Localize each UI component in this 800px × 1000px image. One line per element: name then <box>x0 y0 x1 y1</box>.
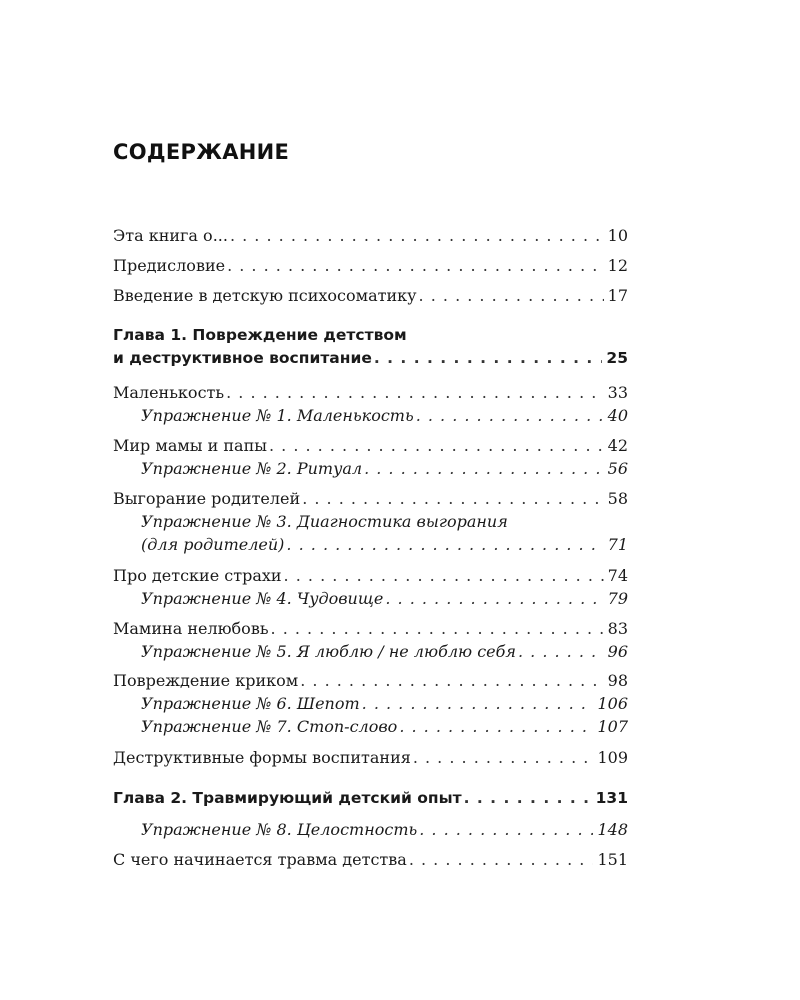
leader-dots <box>414 404 604 427</box>
leader-dots <box>417 818 593 841</box>
leader-dots <box>362 457 604 480</box>
leader-dots <box>383 587 603 610</box>
toc-exercise-entry[interactable] <box>141 692 628 715</box>
toc-entry-label: Мамина нелюбовь <box>113 619 269 638</box>
toc-entry-page: 79 <box>607 589 628 608</box>
toc-entry-page: 40 <box>607 406 628 425</box>
leader-dots <box>300 487 603 510</box>
toc-entry-label: Маленькость <box>113 383 225 402</box>
toc-entry-page: 96 <box>607 642 628 661</box>
toc-entry-label: Эта книга о... <box>113 226 228 245</box>
toc-entry[interactable] <box>113 746 628 769</box>
toc-entry-page: 17 <box>607 286 628 305</box>
toc-exercise-entry[interactable] <box>141 640 628 663</box>
toc-entry-label: и деструктивное воспитание <box>113 349 372 367</box>
toc-entry-page: 42 <box>607 436 628 455</box>
toc-entry-page: 148 <box>597 820 628 839</box>
toc-entry[interactable] <box>113 487 628 510</box>
toc-entry-page: 109 <box>597 748 628 767</box>
toc-entry-page: 12 <box>607 256 628 275</box>
leader-dots <box>372 347 603 370</box>
leader-dots <box>269 617 604 640</box>
toc-entry-page: 25 <box>606 349 628 367</box>
toc-entry-label: Про детские страхи <box>113 566 282 585</box>
toc-entry-page: 106 <box>597 694 628 713</box>
leader-dots <box>407 848 594 871</box>
toc-entry-label: Упражнение № 4. Чудовище <box>141 589 384 608</box>
toc-exercise-entry[interactable] <box>141 510 628 556</box>
toc-entry-label: С чего начинается травма детства <box>113 850 407 869</box>
toc-entry-page: 74 <box>607 566 628 585</box>
toc-entry-label: Глава 2. Травмирующий детский опыт <box>113 789 462 807</box>
page-title: СОДЕРЖАНИЕ <box>113 140 290 164</box>
toc-entry-page: 10 <box>607 226 628 245</box>
toc-entry-page: 151 <box>597 850 628 869</box>
toc-entry-label: Повреждение криком <box>113 671 299 690</box>
toc-entry-page: 107 <box>597 717 628 736</box>
leader-dots <box>417 284 604 307</box>
leader-dots <box>411 746 594 769</box>
toc-exercise-entry[interactable] <box>141 715 628 738</box>
toc-entry-label: Упражнение № 8. Целостность <box>141 820 418 839</box>
toc-entry-label: Предисловие <box>113 256 226 275</box>
toc-entry-page: 58 <box>607 489 628 508</box>
toc-entry[interactable] <box>113 254 628 277</box>
toc-entry[interactable] <box>113 434 628 457</box>
toc-entry-label: Упражнение № 7. Стоп-слово <box>141 717 398 736</box>
leader-dots <box>360 692 594 715</box>
toc-entry-page: 71 <box>607 535 628 554</box>
leader-dots <box>397 715 593 738</box>
toc-exercise-entry[interactable] <box>141 404 628 427</box>
toc-entry[interactable] <box>113 224 628 247</box>
toc-entry-label-line1: Упражнение № 3. Диагностика выгорания <box>141 512 508 531</box>
toc-exercise-entry[interactable] <box>141 818 628 841</box>
leader-dots <box>516 640 604 663</box>
toc-exercise-entry[interactable] <box>141 587 628 610</box>
toc-entry-label: Выгорание родителей <box>113 489 301 508</box>
toc-entry-page: 98 <box>607 671 628 690</box>
toc-entry-label: Упражнение № 5. Я люблю / не люблю себя <box>141 642 516 661</box>
toc-entry[interactable] <box>113 284 628 307</box>
leader-dots <box>284 533 603 556</box>
toc-entry-label: (для родителей) <box>141 535 285 554</box>
toc-entry-page: 33 <box>607 383 628 402</box>
toc-entry-label: Упражнение № 6. Шепот <box>141 694 360 713</box>
toc-chapter-entry[interactable] <box>113 787 628 810</box>
toc-entry-page: 83 <box>607 619 628 638</box>
leader-dots <box>224 381 604 404</box>
toc-exercise-entry[interactable] <box>141 457 628 480</box>
leader-dots <box>298 669 603 692</box>
toc-entry-label: Упражнение № 2. Ритуал <box>141 459 363 478</box>
toc-entry[interactable] <box>113 564 628 587</box>
toc-chapter-entry[interactable] <box>113 324 628 370</box>
toc-entry[interactable] <box>113 848 628 871</box>
toc-entry-label: Мир мамы и папы <box>113 436 267 455</box>
toc-entry[interactable] <box>113 669 628 692</box>
toc-entry[interactable] <box>113 381 628 404</box>
toc-entry-label: Деструктивные формы воспитания <box>113 748 411 767</box>
leader-dots <box>225 254 604 277</box>
leader-dots <box>228 224 604 247</box>
toc-entry-label: Упражнение № 1. Маленькость <box>141 406 414 425</box>
toc-entry-page: 56 <box>607 459 628 478</box>
leader-dots <box>462 787 592 810</box>
leader-dots <box>282 564 604 587</box>
toc-entry[interactable] <box>113 617 628 640</box>
toc-entry-label: Введение в детскую психосоматику <box>113 286 417 305</box>
leader-dots <box>267 434 604 457</box>
toc-entry-page: 131 <box>595 789 628 807</box>
toc-entry-label-line1: Глава 1. Повреждение детством <box>113 326 407 344</box>
